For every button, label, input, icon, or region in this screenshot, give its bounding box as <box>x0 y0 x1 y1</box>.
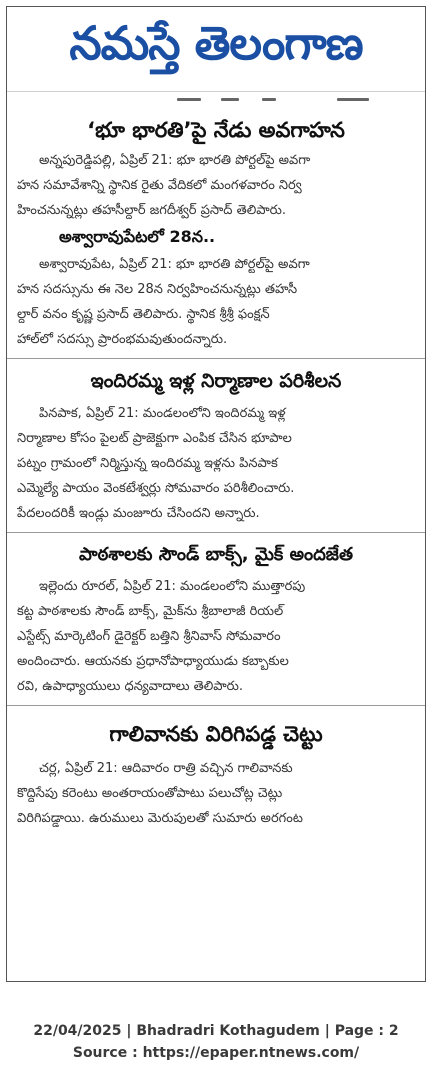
body-line: కొద్దిసేపు కరెంటు అంతరాయంతోపాటు పలుచోట్ల చెట్లు <box>17 785 283 801</box>
article-body <box>17 148 415 223</box>
body-line: హించనున్నట్లు తహసీల్దార్ జగదీశ్వర్ ప్రసాద్ తెలిపారు. <box>17 203 286 219</box>
body-line: ఎమ్మెల్యే పాయం వెంకటేశ్వర్లు సోమవారం పరిశీలించారు. <box>17 480 295 496</box>
body-line: పట్నం గ్రామంలో నిర్మిస్తున్న ఇందిరమ్మ ఇళ్లను పినపాక <box>17 455 278 471</box>
body-line: ఇల్లెందు రూరల్, ఏప్రిల్ 21: మండలంలోని ముత్తారపు <box>39 578 306 594</box>
body-line: ల్దార్ వనం కృష్ణ ప్రసాద్ తెలిపారు. స్థానిక శ్రీశ్రీ ఫంక్షన్ <box>17 307 270 323</box>
masthead <box>7 7 425 92</box>
footer-source: Source : https://epaper.ntnews.com/ <box>72 1045 360 1061</box>
divider <box>7 705 425 706</box>
body-line: అశ్వారావుపేట, ఏప్రిల్ 21: భూ భారతి పోర్టల్‌పై అవగా <box>39 257 310 273</box>
article-headline: గాలివానకు విరిగిపడ్డ చెట్టు <box>109 721 323 746</box>
cut-text-fragment <box>7 92 425 110</box>
body-line: ఎస్టేట్స్ మార్కెటింగ్ డైరెక్టర్ బత్తిని శ్రీనివాస్ సోమవారం <box>17 628 281 644</box>
article-headline: ‘భూ భారతి’పై నేడు అవగాహన <box>87 118 345 142</box>
body-line: అన్నపురెడ్డిపల్లి, ఏప్రిల్ 21: భూ భారతి పోర్టల్‌పై అవగా <box>39 153 311 169</box>
newspaper-clipping <box>6 6 426 982</box>
body-line: హాల్‌లో సదస్సు ప్రారంభమవుతుందన్నారు. <box>17 332 228 348</box>
divider <box>7 532 425 533</box>
article-headline: పాఠశాలకు సౌండ్ బాక్స్, మైక్ అందజేత <box>79 543 353 565</box>
body-line: పేదలందరికీ ఇండ్లు మంజూరు చేసిందని అన్నారు. <box>17 505 260 521</box>
body-line: విరిగిపడ్డాయి. ఉరుములు మెరుపులతో సుమారు అరగంట <box>17 810 303 826</box>
masthead-title: నమస్తే తెలంగాణ <box>69 16 363 70</box>
footer-date-edition: 22/04/2025 | Bhadradri Kothagudem | Page : 2 <box>33 1023 399 1039</box>
body-line: నిర్మాణాల కోసం పైలట్ ప్రాజెక్టుగా ఎంపిక చేసిన భూపాల <box>17 430 292 446</box>
article-body <box>17 756 415 831</box>
article-bhu-bharathi <box>7 118 425 359</box>
body-line: హన సదస్సును ఈ నెల 28న నిర్వహించనున్నట్లు తహసీ <box>17 282 298 298</box>
article-sound-box <box>7 545 425 706</box>
body-line: కట్ట పాఠశాలకు సౌండ్ బాక్స్, మైక్‌ను శ్రీబాలాజీ రియల్ <box>17 603 284 619</box>
article-body <box>17 574 415 699</box>
page-footer <box>0 1020 432 1064</box>
article-headline: ఇందిరమ్మ ఇళ్ల నిర్మాణాల పరిశీలన <box>90 370 342 393</box>
article-subhead: అశ్వారావుపేటలో 28న.. <box>59 227 216 247</box>
body-line: చర్ల, ఏప్రిల్ 21: ఆదివారం రాత్రి వచ్చిన గాలివానకు <box>39 760 293 776</box>
article-body <box>17 252 415 352</box>
body-line: అందించారు. ఆయనకు ప్రధానోపాధ్యాయుడు కబ్బాకుల <box>17 653 289 669</box>
article-indiramma-houses <box>7 371 425 533</box>
article-storm-trees <box>7 722 425 831</box>
body-line: రవి, ఉపాధ్యాయులు ధన్యవాదాలు తెలిపారు. <box>17 678 244 694</box>
body-line: హన సమావేశాన్ని స్థానిక రైతు వేదికలో మంగళవారం నిర్వ <box>17 178 302 194</box>
article-body <box>17 401 415 526</box>
body-line: పినపాక, ఏప్రిల్ 21: మండలంలోని ఇందిరమ్మ ఇళ్ల <box>39 405 286 421</box>
divider <box>7 358 425 359</box>
